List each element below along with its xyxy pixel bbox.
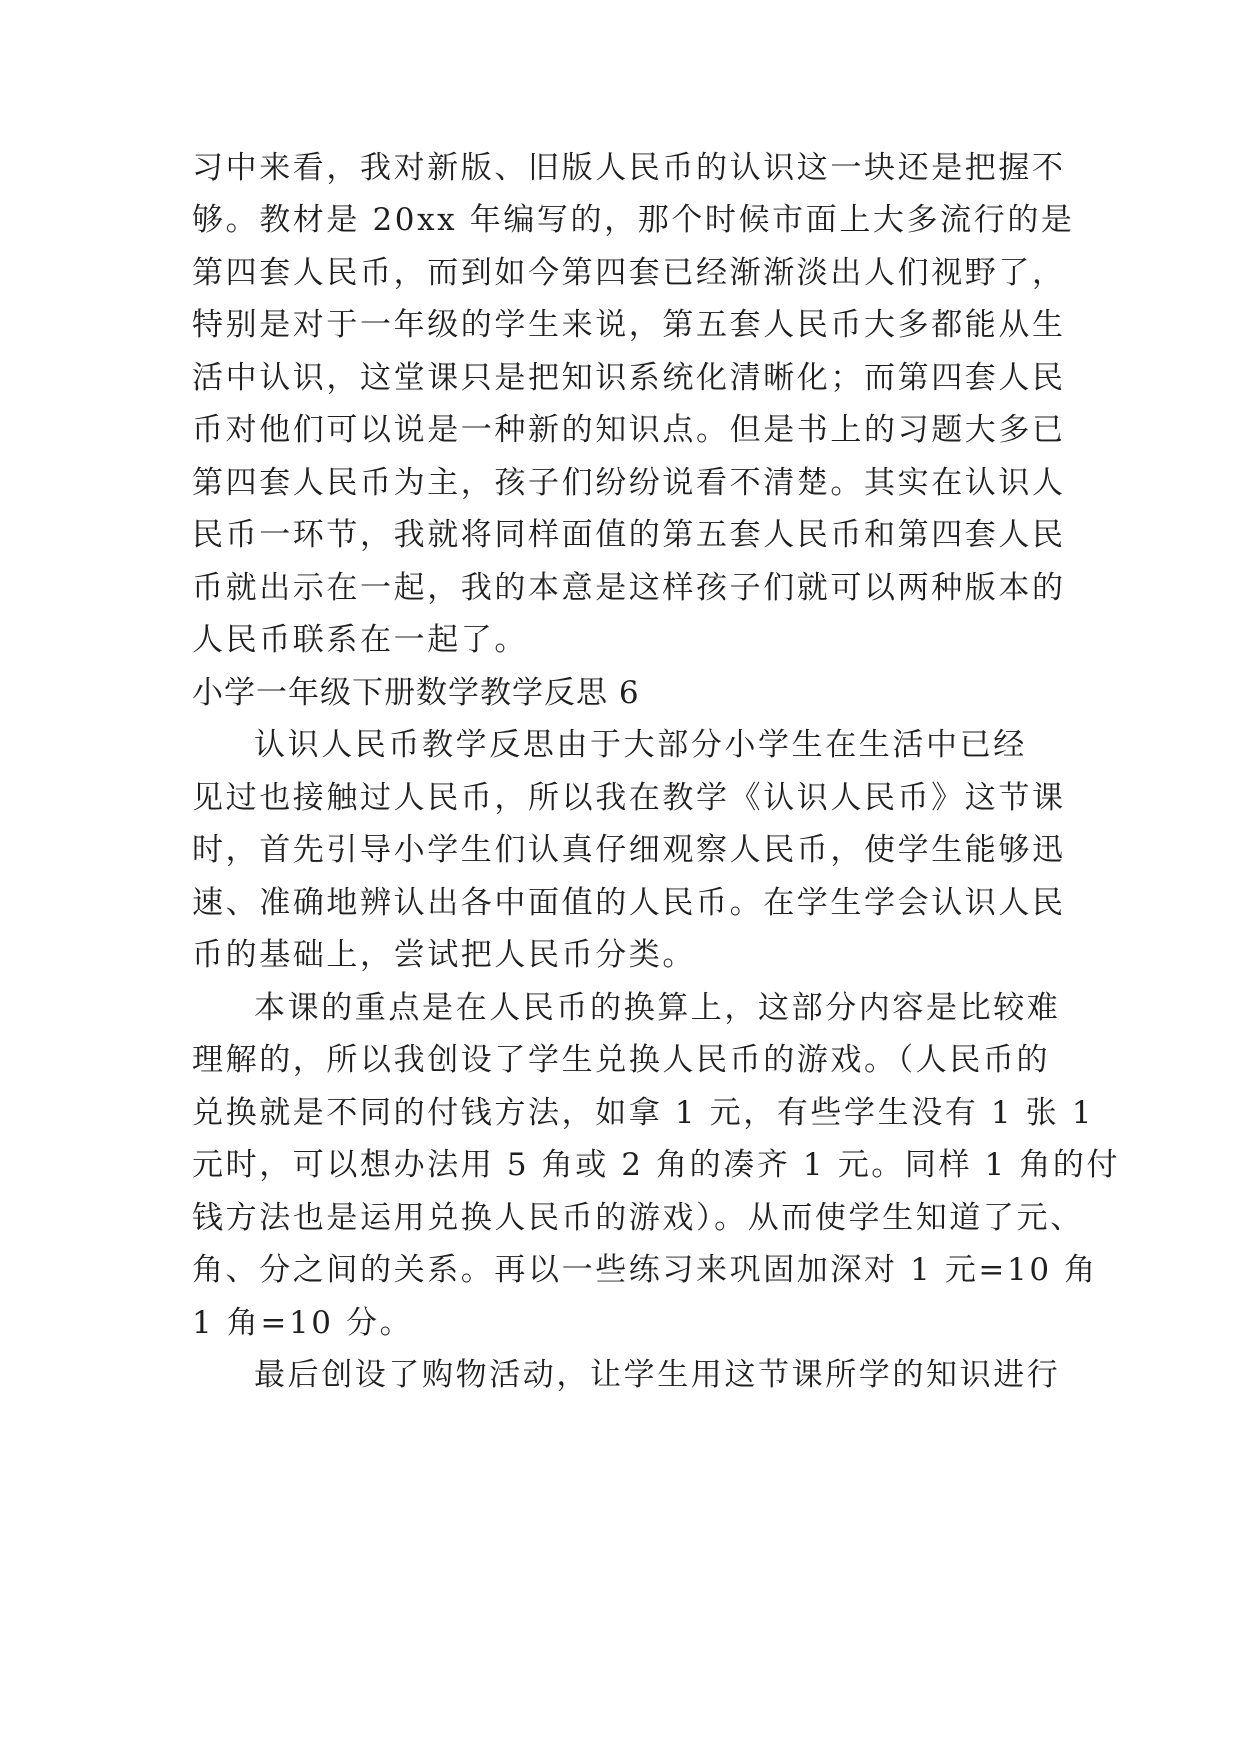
body-text-line: 认识人民币教学反思由于大部分小学生在生活中已经 <box>254 727 1027 763</box>
body-text-line: 民币一环节，我就将同样面值的第五套人民币和第四套人民 <box>192 517 1066 553</box>
body-text-line: 1 角=10 分。 <box>192 1305 414 1341</box>
body-text-line: 速、准确地辨认出各中面值的人民币。在学生学会认识人民 <box>192 885 1066 921</box>
body-text-line: 角、分之间的关系。再以一些练习来巩固加深对 1 元=10 角 <box>192 1252 1098 1288</box>
body-text-line: 币的基础上，尝试把人民币分类。 <box>192 937 696 973</box>
body-text-line: 币就出示在一起，我的本意是这样孩子们就可以两种版本的 <box>192 570 1066 606</box>
body-text-line: 本课的重点是在人民币的换算上，这部分内容是比较难 <box>254 990 1061 1026</box>
body-text-line: 元时，可以想办法用 5 角或 2 角的凑齐 1 元。同样 1 角的付 <box>192 1147 1121 1183</box>
body-text-line: 习中来看，我对新版、旧版人民币的认识这一块还是把握不 <box>192 150 1066 186</box>
body-text-line: 币对他们可以说是一种新的知识点。但是书上的习题大多已 <box>192 412 1066 448</box>
body-text-line: 特别是对于一年级的学生来说，第五套人民币大多都能从生 <box>192 307 1066 343</box>
body-text-line: 钱方法也是运用兑换人民币的游戏）。从而使学生知道了元、 <box>192 1200 1084 1236</box>
body-text-line: 时，首先引导小学生们认真仔细观察人民币，使学生能够迅 <box>192 832 1066 868</box>
body-text-line: 够。教材是 20xx 年编写的，那个时候市面上大多流行的是 <box>192 202 1075 238</box>
body-text-line: 第四套人民币为主，孩子们纷纷说看不清楚。其实在认识人 <box>192 465 1066 501</box>
body-text-line: 活中认识，这堂课只是把知识系统化清晰化；而第四套人民 <box>192 360 1066 396</box>
body-text-line: 理解的，所以我创设了学生兑换人民币的游戏。（人民币的 <box>192 1042 1051 1078</box>
body-text-line: 人民币联系在一起了。 <box>192 622 528 658</box>
body-text-line: 第四套人民币，而到如今第四套已经渐渐淡出人们视野了， <box>192 255 1066 291</box>
body-text-line: 见过也接触过人民币，所以我在教学《认识人民币》这节课 <box>192 780 1066 816</box>
body-text-line: 兑换就是不同的付钱方法，如拿 1 元，有些学生没有 1 张 1 <box>192 1095 1095 1131</box>
section-heading: 小学一年级下册数学教学反思 6 <box>192 675 640 711</box>
body-text-line: 最后创设了购物活动，让学生用这节课所学的知识进行 <box>254 1357 1061 1393</box>
